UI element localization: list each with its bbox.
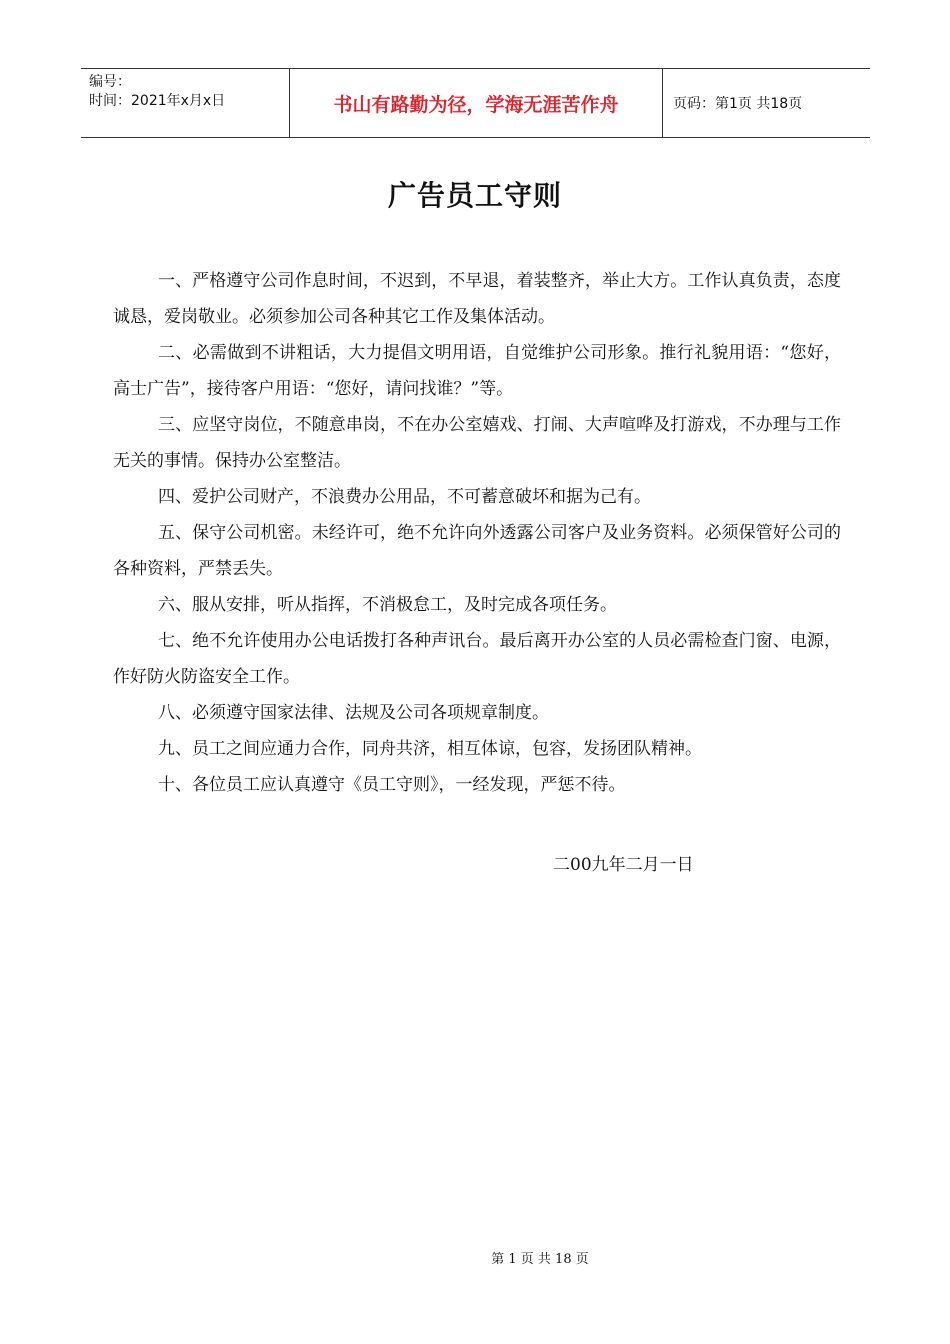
paragraph-10: 十、各位员工应认真遵守《员工守则》，一经发现，严惩不待。 — [158, 775, 626, 795]
header-table — [81, 68, 870, 138]
document-title: 广告员工守则 — [387, 179, 562, 212]
paragraph-3: 三、应坚守岗位，不随意串岗，不在办公室嬉戏、打闹、大声喧哗及打游戏，不办理与工作无关的事情。保持办公室整洁。 — [113, 415, 841, 471]
paragraph-1: 一、严格遵守公司作息时间，不迟到，不早退，着装整齐，举止大方。工作认真负责，态度诚恳，爱岗敬业。必须参加公司各种其它工作及集体活动。 — [113, 271, 841, 327]
header-meta-cell — [81, 69, 290, 137]
paragraph-6: 六、服从安排，听从指挥，不消极怠工，及时完成各项任务。 — [158, 595, 617, 615]
paragraph-5: 五、保守公司机密。未经许可，绝不允许向外透露公司客户及业务资料。必须保管好公司的各种资料，严禁丢失。 — [113, 523, 841, 579]
page-footer: 第 1 页 共 18 页 — [491, 1252, 589, 1267]
header-motto: 书山有路勤为径，学海无涯苦作舟 — [290, 69, 663, 137]
header-page-label: 页码：第1页 共18页 — [673, 96, 803, 112]
paragraph-4: 四、爱护公司财产，不浪费办公用品，不可蓄意破坏和据为己有。 — [158, 487, 651, 507]
paragraph-2: 二、必需做到不讲粗话，大力提倡文明用语，自觉维护公司形象。推行礼貌用语：“您好，高士广告”，接待客户用语：“您好，请问找谁？”等。 — [113, 343, 841, 399]
document-body — [113, 263, 841, 803]
header-number-label: 编号： — [89, 74, 131, 90]
document-date: 二00九年二月一日 — [553, 855, 694, 875]
paragraph-7: 七、绝不允许使用办公电话拨打各种声讯台。最后离开办公室的人员必需检查门窗、电源，作好防火防盗安全工作。 — [113, 631, 841, 687]
header-time-label: 时间：2021年x月x日 — [89, 93, 226, 109]
paragraph-9: 九、员工之间应通力合作，同舟共济，相互体谅，包容，发扬团队精神。 — [158, 739, 702, 759]
paragraph-8: 八、必须遵守国家法律、法规及公司各项规章制度。 — [158, 703, 549, 723]
